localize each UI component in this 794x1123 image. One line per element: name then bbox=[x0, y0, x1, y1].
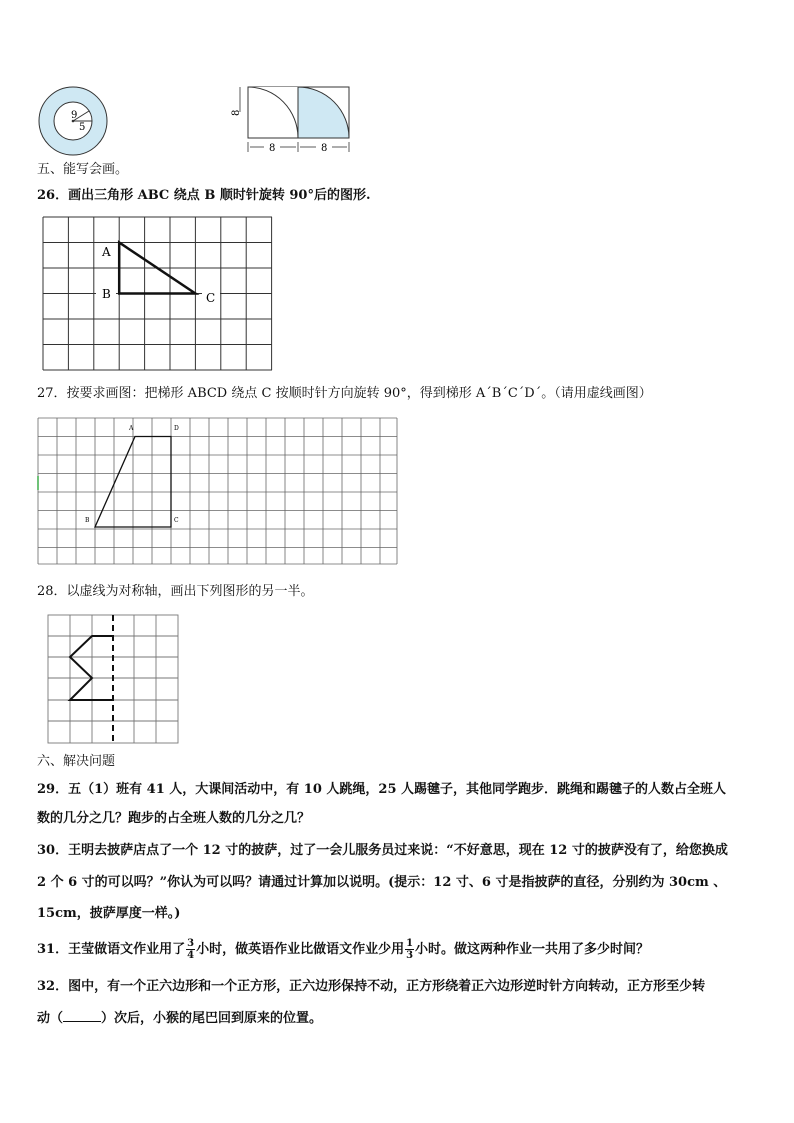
q29-line1: 29．五（1）班有 41 人，大课间活动中，有 10 人跳绳，25 人踢毽子，其他同学跑步．跳绳和踢毽子的人数占全班人 bbox=[37, 782, 727, 797]
q31-frac2-denominator: 3 bbox=[406, 950, 414, 961]
q26-label-b: B bbox=[102, 287, 111, 301]
q31-frac1-denominator: 4 bbox=[187, 950, 195, 961]
ring-label-bottom: 5 bbox=[79, 122, 86, 133]
half-shape bbox=[70, 636, 113, 700]
q28-grid-figure bbox=[46, 613, 182, 745]
q32-line2-post: ）次后，小猴的尾巴回到原来的位置。 bbox=[101, 1011, 323, 1026]
q31-part3: 小时。做这两种作业一共用了多少时间？ bbox=[415, 942, 650, 957]
q27-label-c: C bbox=[174, 517, 179, 524]
q27-label-b: B bbox=[85, 517, 90, 524]
q31-fraction-1-3 bbox=[405, 938, 414, 961]
q28-text: 28．以虚线为对称轴，画出下列图形的另一半。 bbox=[37, 584, 314, 599]
q32-line2 bbox=[37, 1011, 322, 1027]
q27-label-d: D bbox=[174, 425, 179, 432]
rect-height-label: 8 bbox=[231, 109, 242, 116]
section5-title: 五、能写会画。 bbox=[37, 162, 129, 177]
q27-grid-figure bbox=[37, 416, 401, 566]
q31-frac2-numerator: 1 bbox=[406, 938, 414, 949]
q30-line2: 2 个 6 寸的可以吗？”你认为可以吗？请通过计算加以说明。(提示：12 寸、6 寸是指披萨的直径，分别约为 30cm 、 bbox=[37, 875, 727, 890]
section6-title: 六、解决问题 bbox=[37, 754, 116, 769]
q26-label-c: C bbox=[206, 291, 216, 305]
rect-width-left-label: 8 bbox=[269, 143, 276, 154]
ring-label-top: 9 bbox=[71, 110, 78, 121]
ring-figure bbox=[36, 84, 110, 158]
q27-text: 27．按要求画图：把梯形 ABCD 绕点 C 按顺时针方向旋转 90°，得到梯形 A´B´C´D´。（请用虚线画图） bbox=[37, 386, 652, 401]
q30-line1: 30．王明去披萨店点了一个 12 寸的披萨，过了一会儿服务员过来说：“不好意思，现在 12 寸的披萨没有了，给您换成 bbox=[37, 843, 728, 858]
q26-label-a: A bbox=[102, 245, 111, 259]
q30-line3: 15cm，披萨厚度一样。) bbox=[37, 906, 181, 921]
q26-text: 26．画出三角形 ABC 绕点 B 顺时针旋转 90°后的图形. bbox=[37, 188, 371, 203]
q31-frac1-numerator: 3 bbox=[187, 938, 195, 949]
q26-grid-figure bbox=[42, 216, 274, 372]
q31-part2: 小时，做英语作业比做语文作业少用 bbox=[196, 942, 405, 957]
rect-quarter-figure bbox=[228, 82, 356, 154]
q31-line bbox=[37, 936, 649, 964]
q31-fraction-3-4 bbox=[186, 938, 195, 961]
q31-part1: 31．王莹做语文作业用了 bbox=[37, 942, 186, 957]
q27-label-a: A bbox=[129, 425, 134, 432]
q32-line2-pre: 动（ bbox=[37, 1011, 64, 1026]
rect-width-right-label: 8 bbox=[321, 143, 328, 154]
q32-answer-blank[interactable] bbox=[63, 1021, 101, 1022]
q32-line1: 32．图中，有一个正六边形和一个正方形，正六边形保持不动，正方形绕着正六边形逆时针方向转动，正方形至少转 bbox=[37, 979, 706, 994]
q29-line2: 数的几分之几？跑步的占全班人数的几分之几？ bbox=[37, 811, 311, 826]
